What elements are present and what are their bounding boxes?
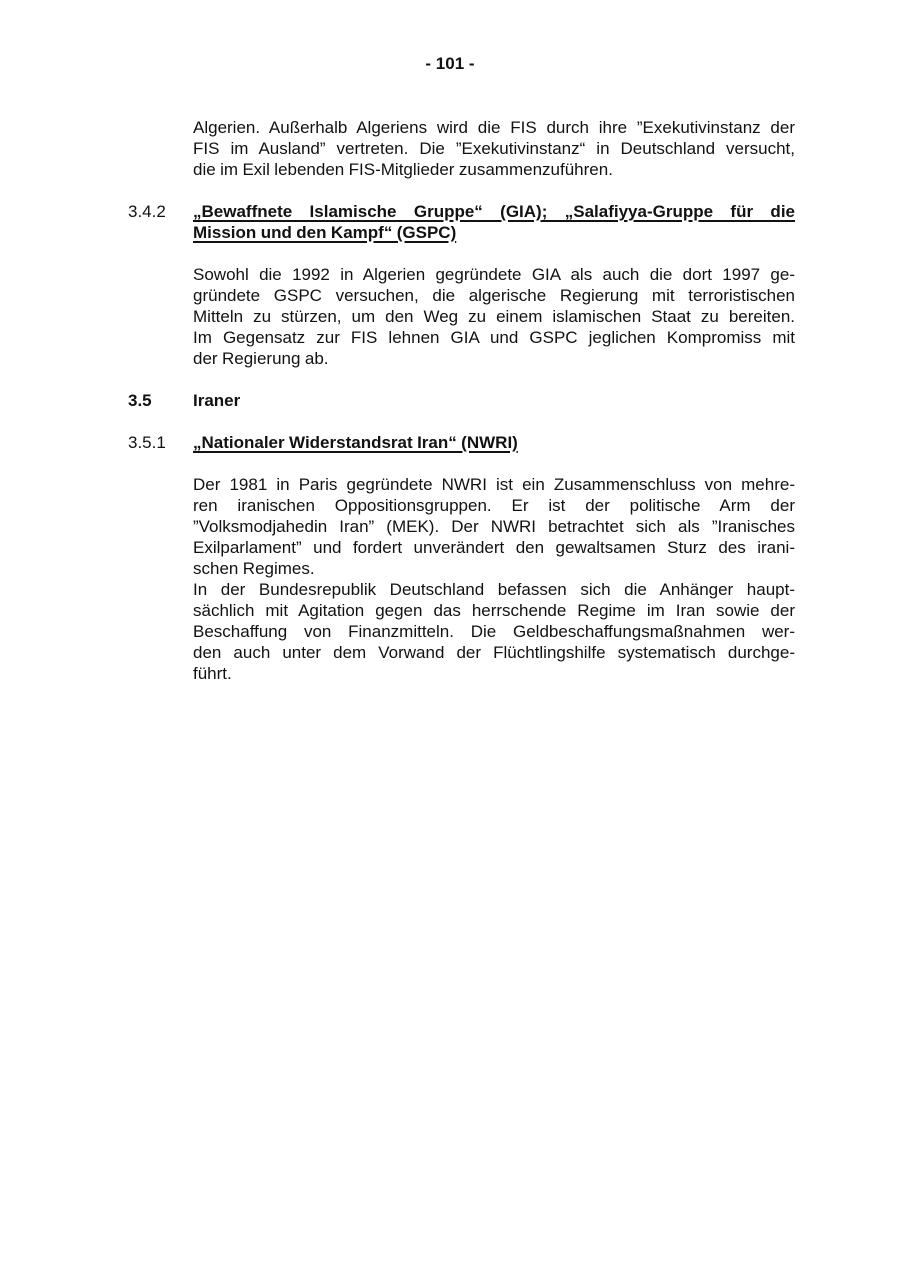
section-number: 3.4.2 xyxy=(128,202,166,221)
body-line: den auch unter dem Vorwand der Flüchtlingshilfe systematisch durchge- xyxy=(193,643,795,662)
body-line: Der 1981 in Paris gegründete NWRI ist ein Zusammenschluss von mehre- xyxy=(193,475,795,494)
section-title: Iraner xyxy=(193,391,241,410)
paragraph-nwri xyxy=(193,474,813,684)
body-line: gründete GSPC versuchen, die algerische Regierung mit terroristischen xyxy=(193,286,795,305)
section-number: 3.5.1 xyxy=(128,433,166,452)
body-line: ren iranischen Oppositionsgruppen. Er ist der politische Arm der xyxy=(193,496,795,515)
body-line: Beschaffung von Finanzmitteln. Die Geldbeschaffungsmaßnahmen wer- xyxy=(193,622,795,641)
section-heading xyxy=(193,201,795,243)
body-line: Sowohl die 1992 in Algerien gegründete GIA als auch die dort 1997 ge- xyxy=(193,265,795,284)
body-line: die im Exil lebenden FIS-Mitglieder zusammenzuführen. xyxy=(193,160,613,179)
body-line: Algerien. Außerhalb Algeriens wird die FIS durch ihre ”Exekutivinstanz der xyxy=(193,118,795,137)
section-heading-line: „Nationaler Widerstandsrat Iran“ (NWRI) xyxy=(193,433,518,452)
section-number: 3.5 xyxy=(128,391,152,410)
body-line: Exilparlament” und fordert unverändert den gewaltsamen Sturz des irani- xyxy=(193,538,795,557)
section-heading xyxy=(193,432,795,453)
paragraph-gia-gspc xyxy=(193,264,813,369)
section-3-5-1 xyxy=(128,432,813,453)
section-heading-line: „Bewaffnete Islamische Gruppe“ (GIA); „Salafiyya-Gruppe für die xyxy=(193,202,795,221)
body-line: führt. xyxy=(193,664,232,683)
body-line: Mitteln zu stürzen, um den Weg zu einem islamischen Staat zu bereiten. xyxy=(193,307,795,326)
section-heading-line: Mission und den Kampf“ (GSPC) xyxy=(193,223,457,242)
section-3-4-2 xyxy=(128,201,813,243)
body-line: sächlich mit Agitation gegen das herrschende Regime im Iran sowie der xyxy=(193,601,795,620)
body-line: In der Bundesrepublik Deutschland befassen sich die Anhänger haupt- xyxy=(193,580,795,599)
page-number: - 101 - xyxy=(425,54,475,73)
section-3-5 xyxy=(128,390,813,411)
body-line: der Regierung ab. xyxy=(193,349,329,368)
body-line: schen Regimes. xyxy=(193,559,315,578)
body-line: Im Gegensatz zur FIS lehnen GIA und GSPC jeglichen Kompromiss mit xyxy=(193,328,795,347)
body-line: FIS im Ausland” vertreten. Die ”Exekutivinstanz“ in Deutschland versucht, xyxy=(193,139,795,158)
document-body xyxy=(128,117,813,684)
body-line: ”Volksmodjahedin Iran” (MEK). Der NWRI betrachtet sich als ”Iranisches xyxy=(193,517,795,536)
paragraph-fis-continuation xyxy=(193,117,813,180)
